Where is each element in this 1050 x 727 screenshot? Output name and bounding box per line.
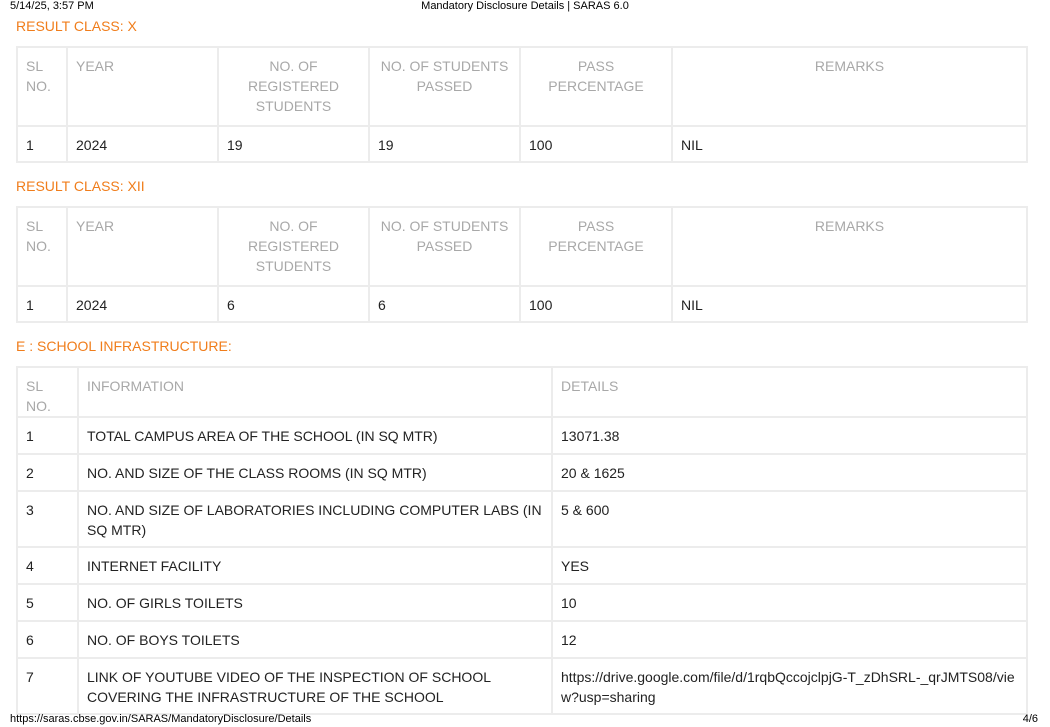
- cell-information: NO. AND SIZE OF LABORATORIES INCLUDING COMPUTER LABS (IN SQ MTR): [78, 491, 552, 547]
- cell-details: 12: [552, 621, 1027, 658]
- table-row: [17, 658, 1027, 714]
- cell-details: 5 & 600: [552, 491, 1027, 547]
- cell-details: 20 & 1625: [552, 454, 1027, 491]
- table-row: [17, 584, 1027, 621]
- table-row: [17, 417, 1027, 454]
- col-header-passed: NO. OF STUDENTS PASSED: [369, 47, 520, 126]
- table-row: [17, 126, 1027, 162]
- cell-pass-percentage: 100: [520, 286, 672, 322]
- cell-sl-no: 3: [17, 491, 78, 547]
- cell-information: NO. OF GIRLS TOILETS: [78, 584, 552, 621]
- col-header-registered: NO. OF REGISTERED STUDENTS: [218, 207, 369, 286]
- col-header-details: DETAILS: [552, 367, 1027, 417]
- col-header-year: YEAR: [67, 207, 218, 286]
- cell-information: TOTAL CAMPUS AREA OF THE SCHOOL (IN SQ MTR): [78, 417, 552, 454]
- col-header-sl-no: SL NO.: [17, 47, 67, 126]
- result-xii-table: [16, 206, 1028, 323]
- cell-passed: 19: [369, 126, 520, 162]
- cell-remarks: NIL: [672, 286, 1027, 322]
- cell-passed: 6: [369, 286, 520, 322]
- col-header-remarks: REMARKS: [672, 47, 1027, 126]
- cell-information: NO. AND SIZE OF THE CLASS ROOMS (IN SQ MTR): [78, 454, 552, 491]
- table-row: [17, 454, 1027, 491]
- cell-sl-no: 5: [17, 584, 78, 621]
- col-header-year: YEAR: [67, 47, 218, 126]
- print-datetime: 5/14/25, 3:57 PM: [10, 0, 94, 12]
- print-url: https://saras.cbse.gov.in/SARAS/MandatoryDisclosure/Details: [10, 713, 312, 725]
- cell-registered: 6: [218, 286, 369, 322]
- cell-year: 2024: [67, 126, 218, 162]
- cell-pass-percentage: 100: [520, 126, 672, 162]
- col-header-remarks: REMARKS: [672, 207, 1027, 286]
- section-title-result-xii: RESULT CLASS: XII: [16, 178, 145, 194]
- table-header-row: [17, 207, 1027, 286]
- col-header-passed: NO. OF STUDENTS PASSED: [369, 207, 520, 286]
- cell-year: 2024: [67, 286, 218, 322]
- table-row: [17, 286, 1027, 322]
- print-page-title: Mandatory Disclosure Details | SARAS 6.0: [421, 0, 629, 12]
- col-header-sl-no: SL NO.: [17, 367, 78, 417]
- section-title-infrastructure: E : SCHOOL INFRASTRUCTURE:: [16, 338, 232, 354]
- infrastructure-table: [16, 366, 1028, 715]
- cell-sl-no: 6: [17, 621, 78, 658]
- col-header-pass-percentage: PASS PERCENTAGE: [520, 207, 672, 286]
- cell-remarks: NIL: [672, 126, 1027, 162]
- print-page-number: 4/6: [1022, 713, 1038, 725]
- table-row: [17, 621, 1027, 658]
- col-header-information: INFORMATION: [78, 367, 552, 417]
- print-footer: [0, 713, 1050, 727]
- print-header: [0, 0, 1050, 14]
- col-header-pass-percentage: PASS PERCENTAGE: [520, 47, 672, 126]
- cell-sl-no: 1: [17, 126, 67, 162]
- cell-information: INTERNET FACILITY: [78, 547, 552, 584]
- col-header-sl-no: SL NO.: [17, 207, 67, 286]
- result-x-table: [16, 46, 1028, 163]
- cell-details: 13071.38: [552, 417, 1027, 454]
- cell-details-link[interactable]: https://drive.google.com/file/d/1rqbQccojclpjG-T_zDhSRL-_qrJMTS08/view?usp=sharing: [552, 658, 1027, 714]
- table-header-row: [17, 47, 1027, 126]
- col-header-registered: NO. OF REGISTERED STUDENTS: [218, 47, 369, 126]
- cell-information: NO. OF BOYS TOILETS: [78, 621, 552, 658]
- cell-sl-no: 7: [17, 658, 78, 714]
- cell-information: LINK OF YOUTUBE VIDEO OF THE INSPECTION OF SCHOOL COVERING THE INFRASTRUCTURE OF THE SCHOOL: [78, 658, 552, 714]
- cell-sl-no: 2: [17, 454, 78, 491]
- cell-sl-no: 1: [17, 286, 67, 322]
- table-header-row: [17, 367, 1027, 417]
- cell-details: YES: [552, 547, 1027, 584]
- cell-details: 10: [552, 584, 1027, 621]
- section-title-result-x: RESULT CLASS: X: [16, 18, 137, 34]
- table-row: [17, 491, 1027, 547]
- cell-sl-no: 4: [17, 547, 78, 584]
- cell-registered: 19: [218, 126, 369, 162]
- cell-sl-no: 1: [17, 417, 78, 454]
- table-row: [17, 547, 1027, 584]
